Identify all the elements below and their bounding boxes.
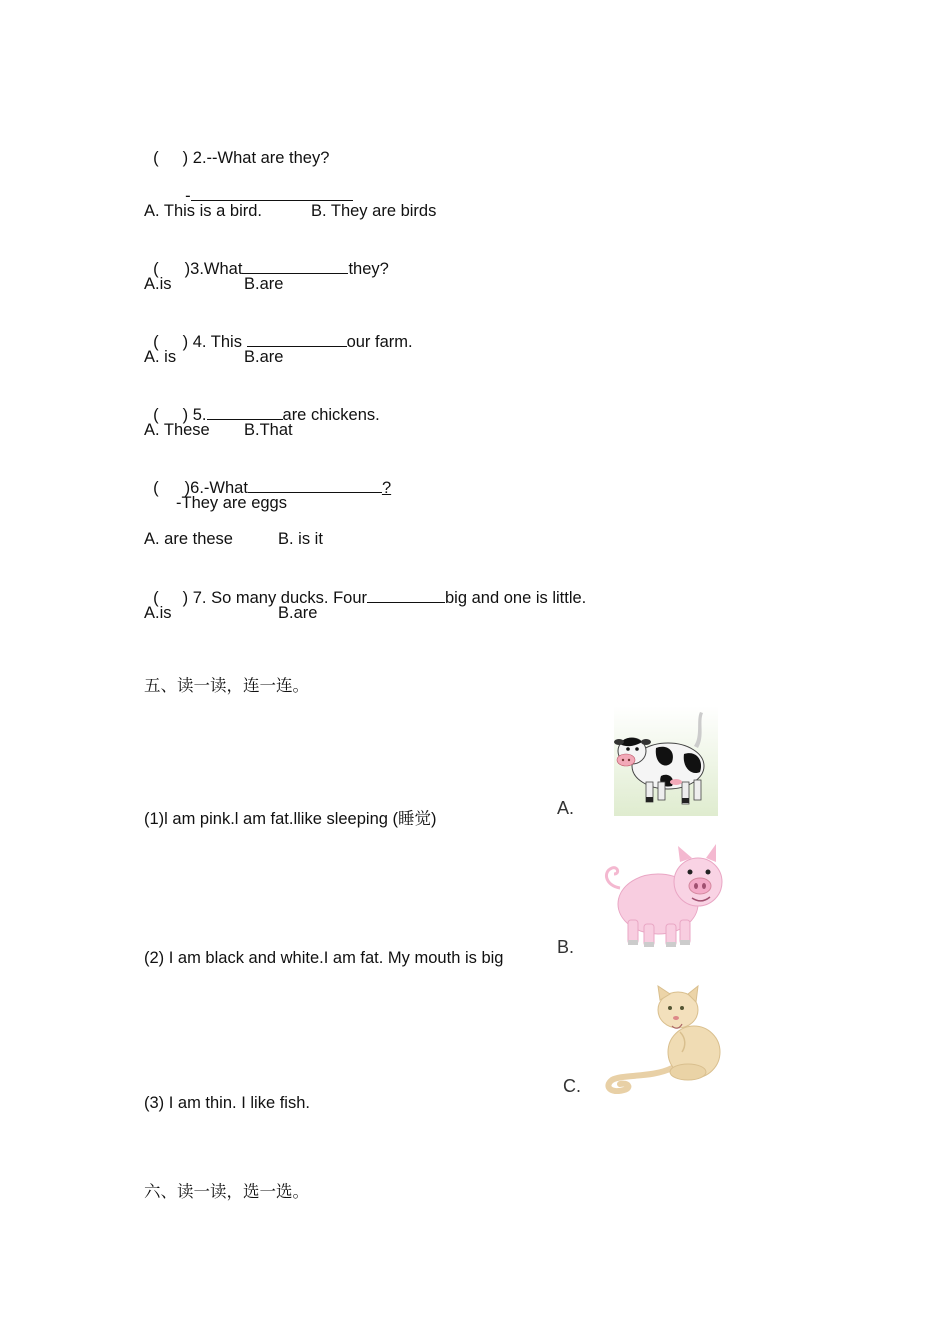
answer-blank[interactable] [207,403,283,420]
question-6-option-a[interactable]: A. are these [144,530,233,548]
answer-paren[interactable]: ( [153,589,159,607]
question-4: ( ) 4. This our farm. [144,310,413,352]
question-3: ( )3.What they? [144,237,389,279]
question-7-option-b[interactable]: B.are [278,604,318,622]
answer-paren[interactable]: ( [153,260,159,278]
question-2-option-b[interactable]: B. They are birds [311,202,437,220]
question-4-option-a[interactable]: A. is [144,348,177,366]
question-5: ( ) 5. are chickens. [144,383,380,425]
match-item-3[interactable]: (3) I am thin. I like fish. [144,1094,310,1112]
question-2: ( ) 2.--What are they? [153,149,330,167]
match-letter-b: B. [557,937,575,957]
question-7-option-a[interactable]: A.is [144,604,172,622]
question-4-option-b[interactable]: B.are [244,348,284,366]
answer-blank[interactable] [191,184,353,201]
answer-blank[interactable] [248,476,382,493]
question-6-answer: -They are eggs [176,494,287,512]
question-2-answer-line: - [176,164,353,206]
match-letter-a: A. [557,798,575,818]
answer-blank[interactable] [242,257,348,274]
question-2-option-a[interactable]: A. This is a bird. [144,202,262,220]
answer-paren[interactable]: ( [153,149,159,167]
answer-paren[interactable]: ( [153,479,159,497]
match-letter-c: C. [563,1076,581,1096]
answer-paren[interactable]: ( [153,333,159,351]
section-5-title: 五、读一读，连一连。 [144,676,309,695]
pig-icon[interactable] [598,842,728,954]
cow-icon[interactable] [606,706,718,818]
question-7: ( ) 7. So many ducks. Four big and one is little. [144,566,586,608]
question-5-option-a[interactable]: A. These [144,421,210,439]
question-6-option-b[interactable]: B. is it [278,530,323,548]
answer-blank[interactable] [367,586,445,603]
cat-icon[interactable] [602,982,728,1094]
match-item-1[interactable]: (1)l am pink.l am fat.llike sleeping (睡觉) [144,810,437,828]
question-5-option-b[interactable]: B.That [244,421,293,439]
answer-blank[interactable] [247,330,347,347]
section-6-title: 六、读一读，选一选。 [144,1182,309,1201]
question-3-option-a[interactable]: A.is [144,275,172,293]
question-6: ( )6.-What ? [144,456,391,498]
question-3-option-b[interactable]: B.are [244,275,284,293]
answer-paren[interactable]: ( [153,406,159,424]
match-item-2[interactable]: (2) I am black and white.I am fat. My mouth is big [144,949,504,967]
